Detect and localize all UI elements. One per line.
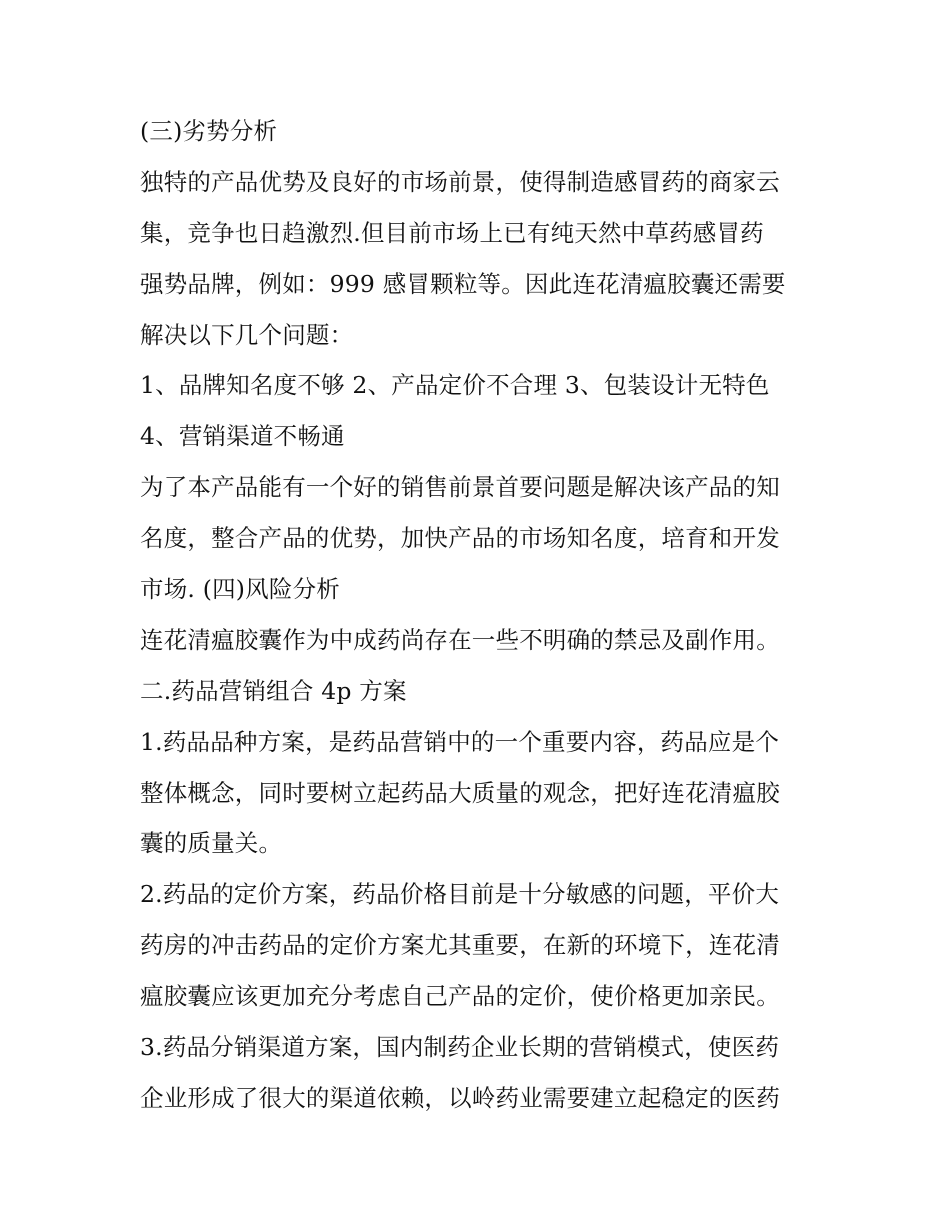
paragraph-line: 名度，整合产品的优势，加快产品的市场知名度，培育和开发 [140, 524, 780, 553]
paragraph-line: 3.药品分销渠道方案，国内制药企业长期的营销模式，使医药 [140, 1033, 780, 1062]
paragraph-line: 企业形成了很大的渠道依赖，以岭药业需要建立起稳定的医药 [140, 1083, 780, 1112]
paragraph-line: 集，竞争也日趋激烈.但目前市场上已有纯天然中草药感冒药 [140, 218, 764, 247]
paragraph-line: 药房的冲击药品的定价方案尤其重要，在新的环境下，连花清 [140, 931, 780, 960]
section-heading-weakness: (三)劣势分析 [140, 117, 278, 145]
document-body [140, 106, 830, 1124]
problem-list-line: 4、营销渠道不畅通 [140, 422, 345, 451]
paragraph-line: 2.药品的定价方案，药品价格目前是十分敏感的问题，平价大 [140, 880, 780, 909]
paragraph-line: 独特的产品优势及良好的市场前景，使得制造感冒药的商家云 [140, 167, 780, 196]
paragraph-line: 为了本产品能有一个好的销售前景首要问题是解决该产品的知 [140, 473, 780, 502]
problem-list-line: 1、品牌知名度不够 2、产品定价不合理 3、包装设计无特色 [140, 371, 770, 400]
paragraph-line: 强势品牌，例如：999 感冒颗粒等。因此连花清瘟胶囊还需要 [140, 269, 786, 298]
paragraph-line: 解决以下几个问题： [140, 320, 354, 349]
paragraph-line: 连花清瘟胶囊作为中成药尚存在一些不明确的禁忌及副作用。 [140, 625, 780, 654]
section-heading-4p: 二.药品营销组合 4p 方案 [140, 676, 407, 705]
paragraph-line: 整体概念，同时要树立起药品大质量的观念，把好连花清瘟胶 [140, 778, 780, 807]
paragraph-line: 1.药品品种方案，是药品营销中的一个重要内容，药品应是个 [140, 727, 780, 756]
paragraph-line-with-risk-heading: 市场. (四)风险分析 [140, 575, 340, 604]
paragraph-line: 瘟胶囊应该更加充分考虑自己产品的定价，使价格更加亲民。 [140, 982, 780, 1011]
paragraph-line: 囊的质量关。 [140, 829, 283, 858]
